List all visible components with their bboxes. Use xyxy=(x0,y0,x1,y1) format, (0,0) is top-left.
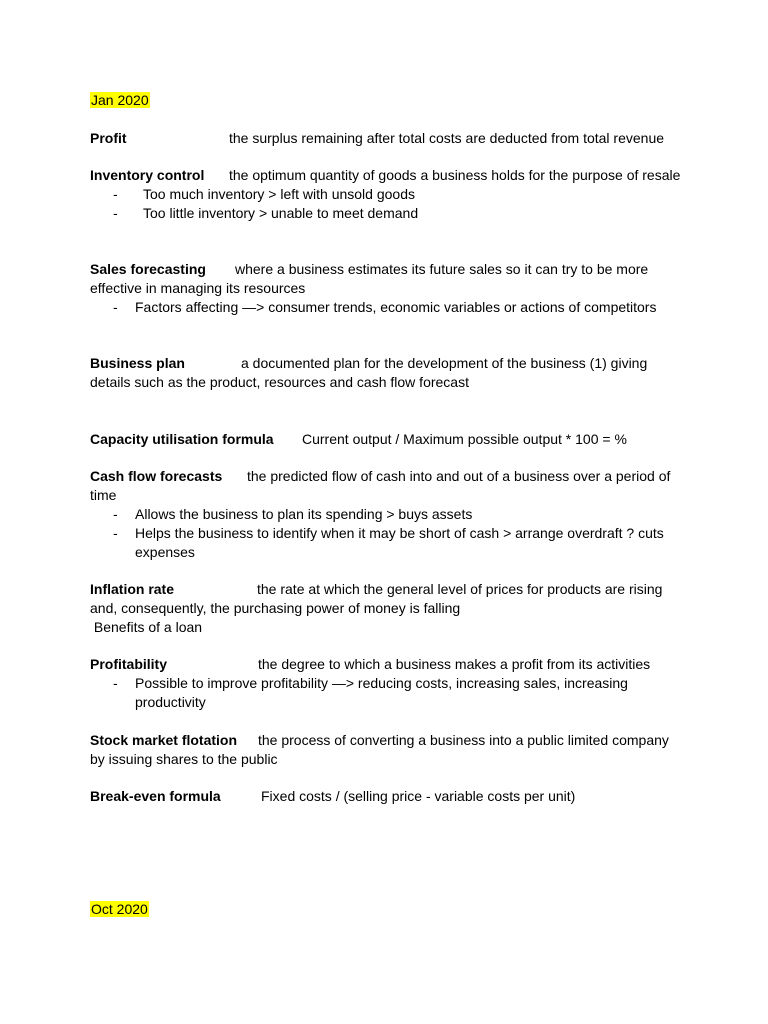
definition-break-even-formula: Fixed costs / (selling price - variable costs per unit) xyxy=(261,788,576,804)
definition-inflation-rate: the rate at which the general level of prices for products are rising xyxy=(257,581,663,597)
definition-profit: the surplus remaining after total costs are deducted from total revenue xyxy=(229,130,665,146)
term-sales-forecasting: Sales forecasting xyxy=(90,261,206,277)
definition-cash-flow-forecasts-cont: time xyxy=(90,487,117,503)
definition-capacity-utilisation: Current output / Maximum possible output * 100 = % xyxy=(302,431,627,447)
definition-profitability: the degree to which a business makes a profit from its activities xyxy=(258,656,651,672)
term-capacity-utilisation: Capacity utilisation formula xyxy=(90,431,274,447)
definition-sales-forecasting: where a business estimates its future sales so it can try to be more xyxy=(235,261,649,277)
term-inflation-rate: Inflation rate xyxy=(90,581,175,597)
term-inventory-control: Inventory control xyxy=(90,167,205,183)
definition-business-plan: a documented plan for the development of the business (1) giving xyxy=(241,355,648,371)
section-heading-oct-2020: Oct 2020 xyxy=(91,901,148,917)
list-item-cont: expenses xyxy=(135,544,195,560)
term-business-plan: Business plan xyxy=(90,355,185,371)
definition-stock-market-flotation: the process of converting a business into a public limited company xyxy=(258,732,669,748)
term-break-even-formula: Break-even formula xyxy=(90,788,221,804)
definition-sales-forecasting-cont: effective in managing its resources xyxy=(90,280,306,296)
note-benefits-of-loan: Benefits of a loan xyxy=(90,619,203,635)
definition-inflation-rate-cont: and, consequently, the purchasing power of money is falling xyxy=(90,600,461,616)
term-stock-market-flotation: Stock market flotation xyxy=(90,732,238,748)
term-profit: Profit xyxy=(90,130,127,146)
definition-cash-flow-forecasts: the predicted flow of cash into and out of a business over a period of xyxy=(247,468,671,484)
list-item-cont: productivity xyxy=(135,694,206,710)
term-profitability: Profitability xyxy=(90,656,168,672)
definition-business-plan-cont: details such as the product, resources and cash flow forecast xyxy=(90,374,469,390)
definition-stock-market-flotation-cont: by issuing shares to the public xyxy=(90,751,278,767)
section-heading-jan-2020: Jan 2020 xyxy=(91,92,149,108)
term-cash-flow-forecasts: Cash flow forecasts xyxy=(90,468,223,484)
definition-inventory-control: the optimum quantity of goods a business holds for the purpose of resale xyxy=(229,167,681,183)
